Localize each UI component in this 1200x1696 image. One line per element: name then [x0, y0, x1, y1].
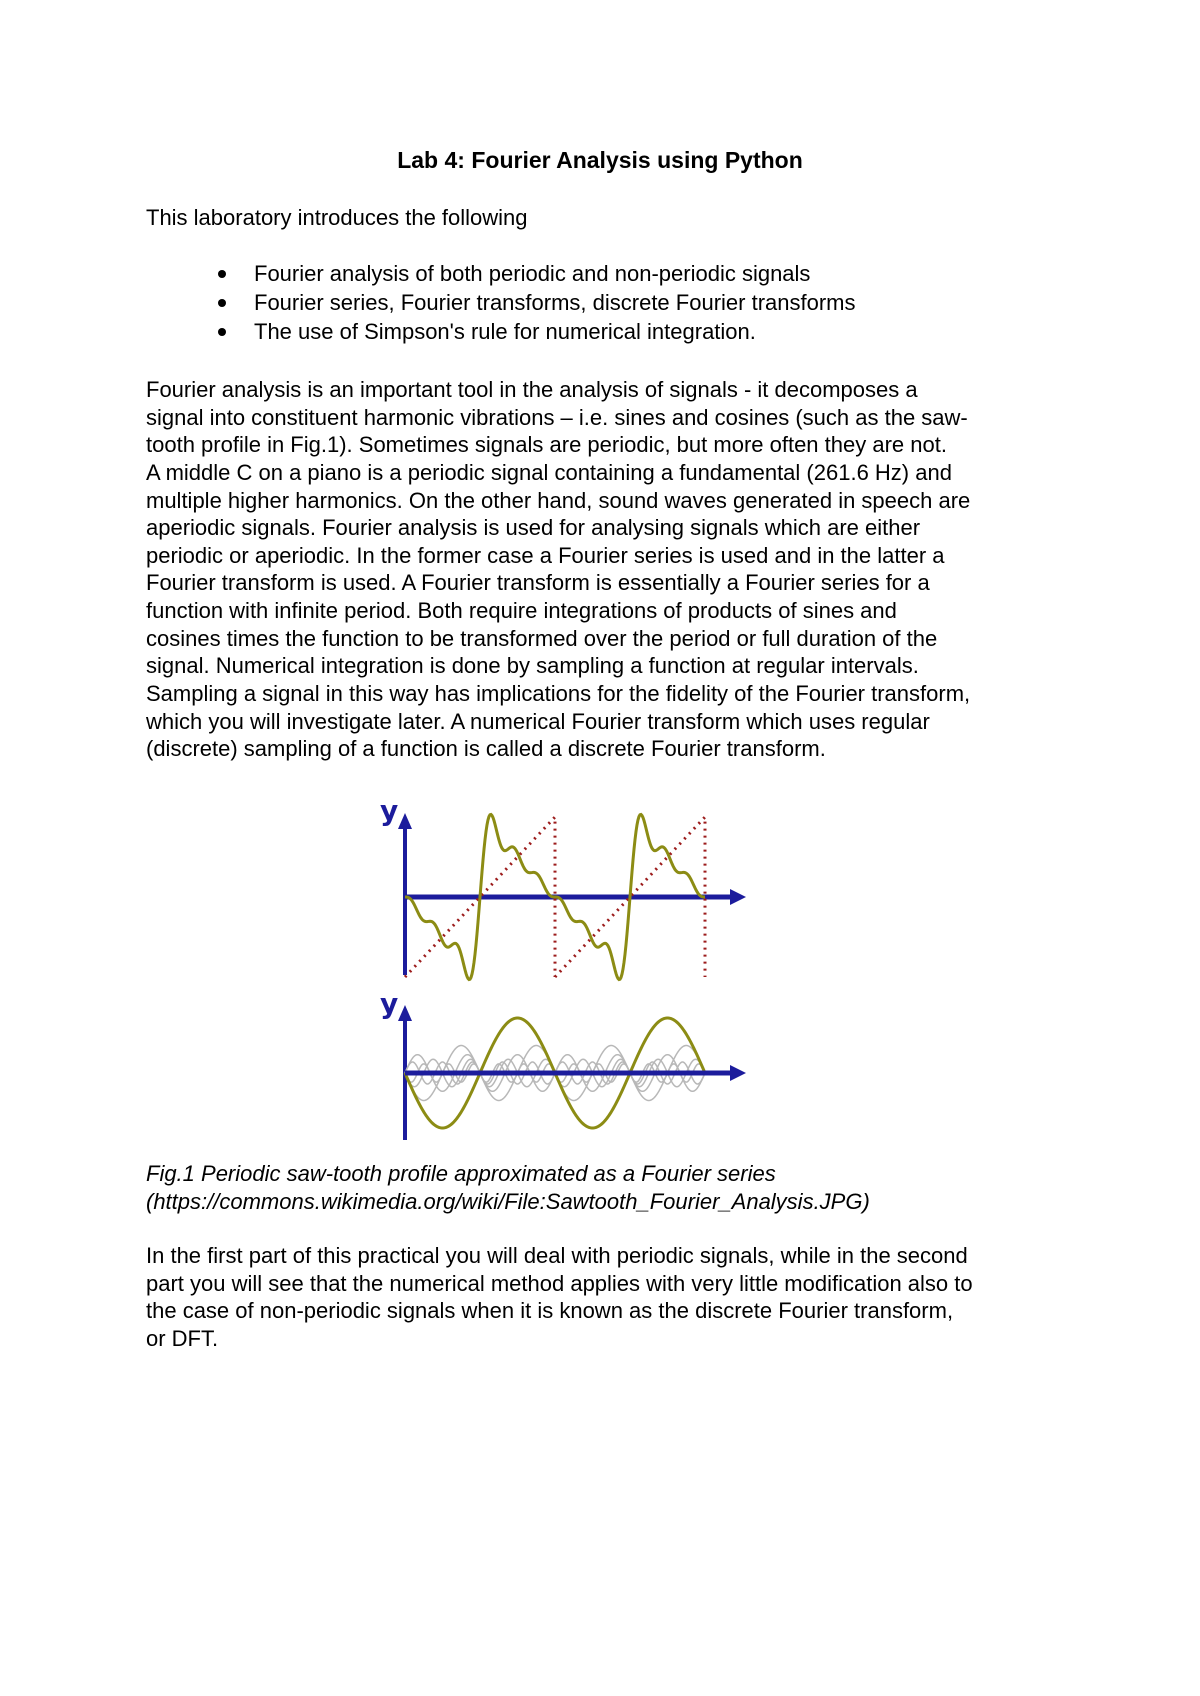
caption-line: Fig.1 Periodic saw-tooth profile approximated as a Fourier series [146, 1161, 776, 1186]
paragraph-line: part you will see that the numerical method applies with very little modification also to [146, 1271, 973, 1296]
sawtooth-fourier-figure [370, 795, 750, 1145]
paragraph-line: In the first part of this practical you will deal with periodic signals, while in the second [146, 1243, 968, 1268]
paragraph-line: periodic or aperiodic. In the former case a Fourier series is used and in the latter a [146, 543, 945, 568]
topic-list [216, 259, 856, 346]
bottom-y-axis-label: y [380, 987, 399, 1020]
paragraph-line: Sampling a signal in this way has implications for the fidelity of the Fourier transform, [146, 681, 971, 706]
bottom-x-axis-arrowhead [730, 1065, 746, 1081]
paragraph-line: Fourier analysis is an important tool in the analysis of signals - it decomposes a [146, 377, 918, 402]
list-item: Fourier series, Fourier transforms, discrete Fourier transforms [216, 288, 856, 317]
paragraph-line: aperiodic signals. Fourier analysis is used for analysing signals which are either [146, 515, 921, 540]
paragraph-line: tooth profile in Fig.1). Sometimes signals are periodic, but more often they are not. [146, 432, 947, 457]
intro-text: This laboratory introduces the following [146, 205, 528, 230]
paragraph-line: cosines times the function to be transformed over the period or full duration of the [146, 626, 938, 651]
paragraph-line: the case of non-periodic signals when it is known as the discrete Fourier transform, [146, 1298, 954, 1323]
top-x-axis-arrowhead [730, 889, 746, 905]
paragraph-line: signal. Numerical integration is done by sampling a function at regular intervals. [146, 653, 919, 678]
paragraph-line: signal into constituent harmonic vibrations – i.e. sines and cosines (such as the saw- [146, 405, 968, 430]
paragraph-line: multiple higher harmonics. On the other hand, sound waves generated in speech are [146, 488, 971, 513]
caption-line: (https://commons.wikimedia.org/wiki/File:Sawtooth_Fourier_Analysis.JPG) [146, 1189, 870, 1214]
paragraph-line: function with infinite period. Both require integrations of products of sines and [146, 598, 897, 623]
paragraph-line: A middle C on a piano is a periodic signal containing a fundamental (261.6 Hz) and [146, 460, 952, 485]
paragraph-line: or DFT. [146, 1326, 219, 1351]
paragraph-line: Fourier transform is used. A Fourier transform is essentially a Fourier series for a [146, 570, 930, 595]
page-title: Lab 4: Fourier Analysis using Python [397, 147, 803, 173]
bottom-y-axis-arrowhead [398, 1005, 412, 1021]
top-y-axis-arrowhead [398, 813, 412, 829]
paragraph-line: (discrete) sampling of a function is called a discrete Fourier transform. [146, 736, 826, 761]
top-y-axis-label: y [380, 795, 399, 827]
list-item: The use of Simpson's rule for numerical integration. [216, 317, 856, 346]
paragraph-line: which you will investigate later. A numerical Fourier transform which uses regular [146, 709, 930, 734]
list-item: Fourier analysis of both periodic and non-periodic signals [216, 259, 856, 288]
